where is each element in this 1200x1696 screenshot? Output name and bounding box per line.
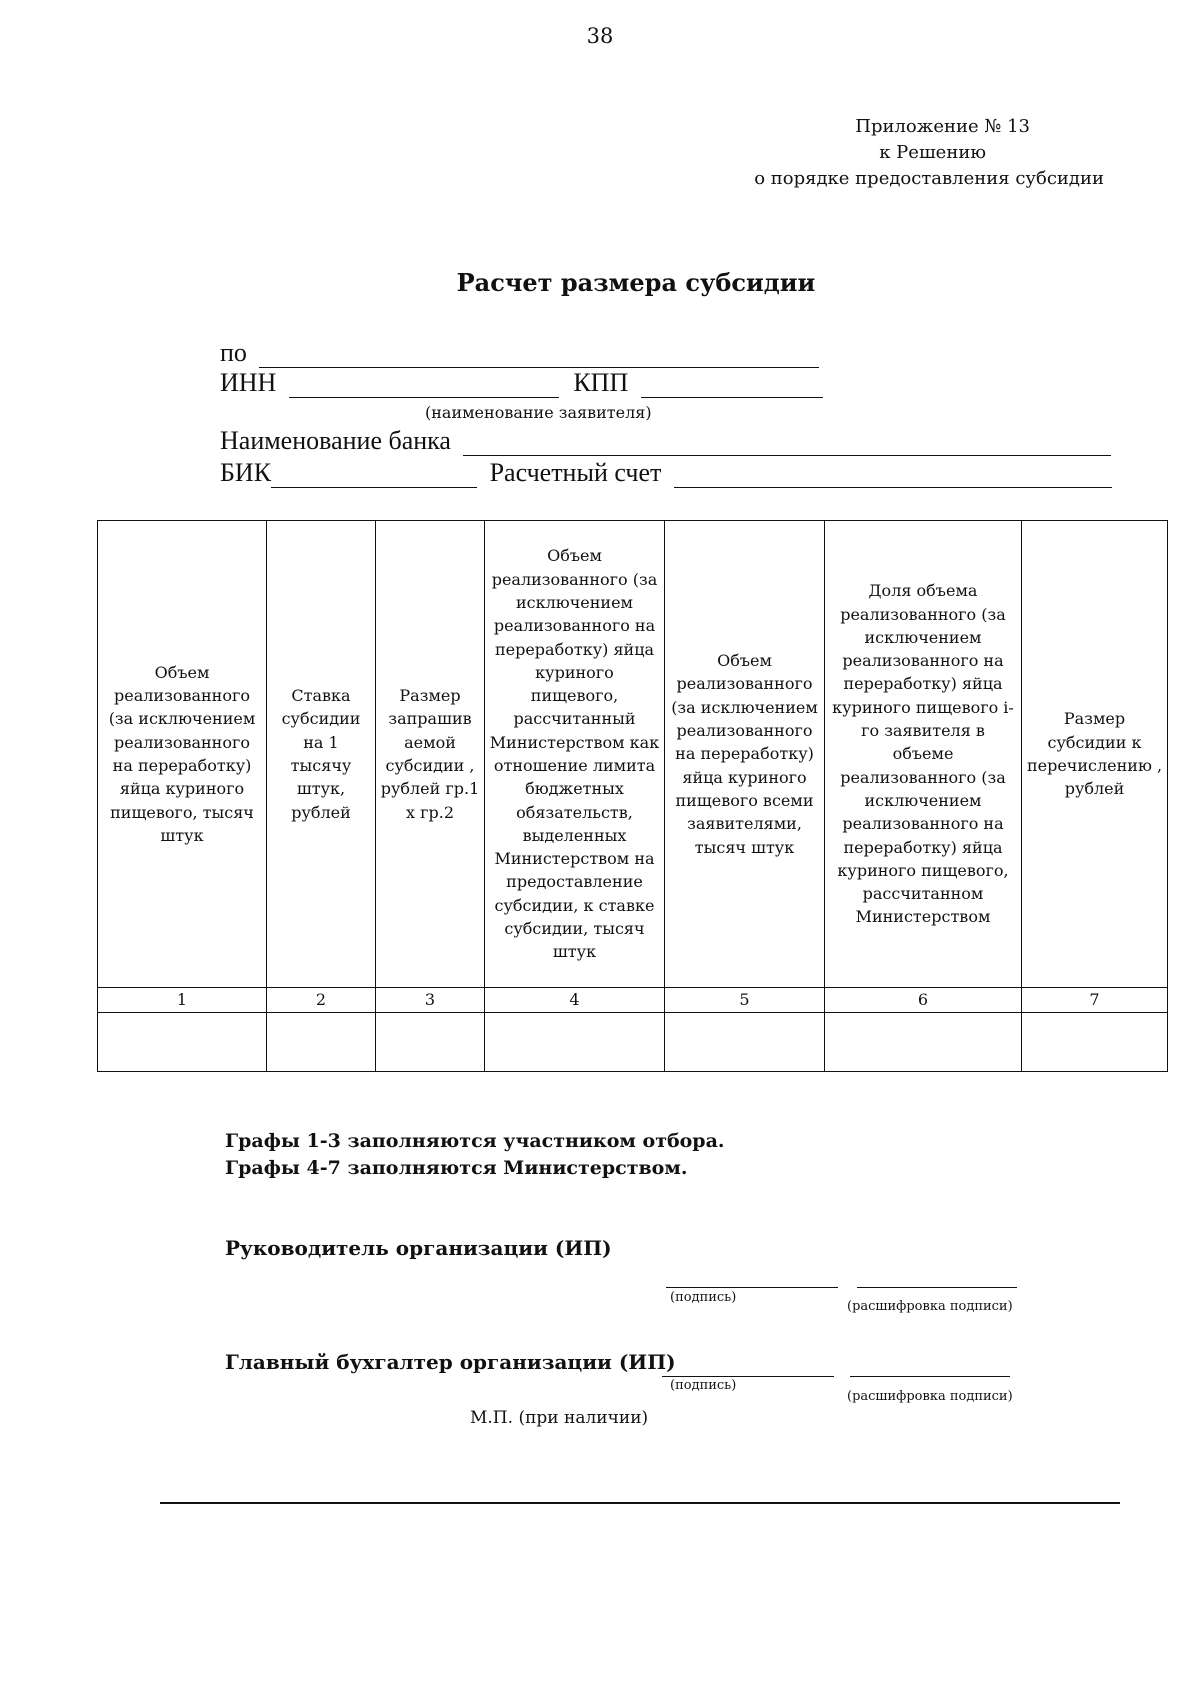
column-number: 5: [665, 988, 825, 1013]
head-signature-label: Руководитель организации (ИП): [225, 1236, 612, 1260]
po-row: [220, 338, 819, 368]
bik-label: БИК: [220, 458, 272, 487]
document-title: Расчет размера субсидии: [456, 268, 816, 297]
accountant-decoding-caption: (расшифровка подписи): [847, 1389, 1013, 1404]
appendix-subject: о порядке предоставления субсидии: [754, 168, 1104, 189]
table-header-row: [98, 521, 1168, 988]
header-cell-7: Размер субсидии к перечислению , рублей: [1022, 521, 1168, 988]
accountant-signature-caption: (подпись): [670, 1378, 737, 1393]
note-ministry: Графы 4-7 заполняются Министерством.: [225, 1157, 688, 1179]
bank-row: [220, 426, 1111, 456]
head-decoding-caption: (расшифровка подписи): [847, 1299, 1013, 1314]
kpp-label: КПП: [573, 368, 629, 397]
po-label: по: [220, 338, 247, 367]
bottom-divider: [160, 1502, 1120, 1504]
data-cell-6[interactable]: [825, 1013, 1022, 1072]
bik-line[interactable]: [271, 461, 477, 488]
inn-kpp-row: [220, 368, 823, 398]
bik-account-row: [220, 458, 1112, 488]
column-number: 7: [1022, 988, 1168, 1013]
data-cell-4[interactable]: [485, 1013, 665, 1072]
head-signature-line[interactable]: [666, 1287, 838, 1288]
head-signature-caption: (подпись): [670, 1290, 737, 1305]
header-cell-6: Доля объема реализованного (за исключением реализованного на переработку) яйца куриного пищевого i-го заявителя в объеме реализованного (за исключением реализованного на переработку) яйца куриного пищевого, рассчитанном Министерством: [825, 521, 1022, 988]
header-cell-4: Объем реализованного (за исключением реализованного на переработку) яйца куриного пищевого, рассчитанный Министерством как отношение лимита бюджетных обязательств, выделенных Министерством на предоставление субсидии, к ставке субсидии, тысяч штук: [485, 521, 665, 988]
column-number: 4: [485, 988, 665, 1013]
applicant-name-line[interactable]: [259, 341, 819, 368]
data-cell-7[interactable]: [1022, 1013, 1168, 1072]
data-cell-2[interactable]: [267, 1013, 376, 1072]
appendix-number: Приложение № 13: [855, 116, 1030, 137]
applicant-caption: (наименование заявителя): [425, 403, 652, 422]
header-cell-3: Размер запрашив аемой субсидии , рублей гр.1 х гр.2: [376, 521, 485, 988]
header-cell-5: Объем реализованного (за исключением реализованного на переработку) яйца куриного пищевого всеми заявителями, тысяч штук: [665, 521, 825, 988]
table-data-row: [98, 1013, 1168, 1072]
account-label: Расчетный счет: [489, 458, 662, 487]
data-cell-5[interactable]: [665, 1013, 825, 1072]
bank-label: Наименование банка: [220, 426, 451, 455]
accountant-signature-label: Главный бухгалтер организации (ИП): [225, 1350, 676, 1374]
appendix-decision: к Решению: [879, 142, 986, 163]
header-cell-2: Ставка субсидии на 1 тысячу штук, рублей: [267, 521, 376, 988]
accountant-signature-line[interactable]: [662, 1376, 834, 1377]
column-number: 3: [376, 988, 485, 1013]
stamp-note: М.П. (при наличии): [470, 1408, 649, 1428]
column-number: 1: [98, 988, 267, 1013]
account-line[interactable]: [674, 461, 1112, 488]
accountant-decoding-line[interactable]: [850, 1376, 1010, 1377]
kpp-line[interactable]: [641, 371, 823, 398]
column-number-row: [98, 988, 1168, 1013]
appendix-reference: [754, 114, 1104, 192]
fill-instructions: [225, 1128, 725, 1182]
note-participant: Графы 1-3 заполняются участником отбора.: [225, 1130, 725, 1152]
column-number: 2: [267, 988, 376, 1013]
column-number: 6: [825, 988, 1022, 1013]
head-decoding-line[interactable]: [857, 1287, 1017, 1288]
inn-line[interactable]: [289, 371, 559, 398]
data-cell-1[interactable]: [98, 1013, 267, 1072]
data-cell-3[interactable]: [376, 1013, 485, 1072]
inn-label: ИНН: [220, 368, 277, 397]
bank-name-line[interactable]: [463, 429, 1111, 456]
header-cell-1: Объем реализованного (за исключением реализованного на переработку) яйца куриного пищевого, тысяч штук: [98, 521, 267, 988]
page-number: 38: [586, 24, 614, 48]
subsidy-calculation-table: [97, 520, 1168, 1072]
